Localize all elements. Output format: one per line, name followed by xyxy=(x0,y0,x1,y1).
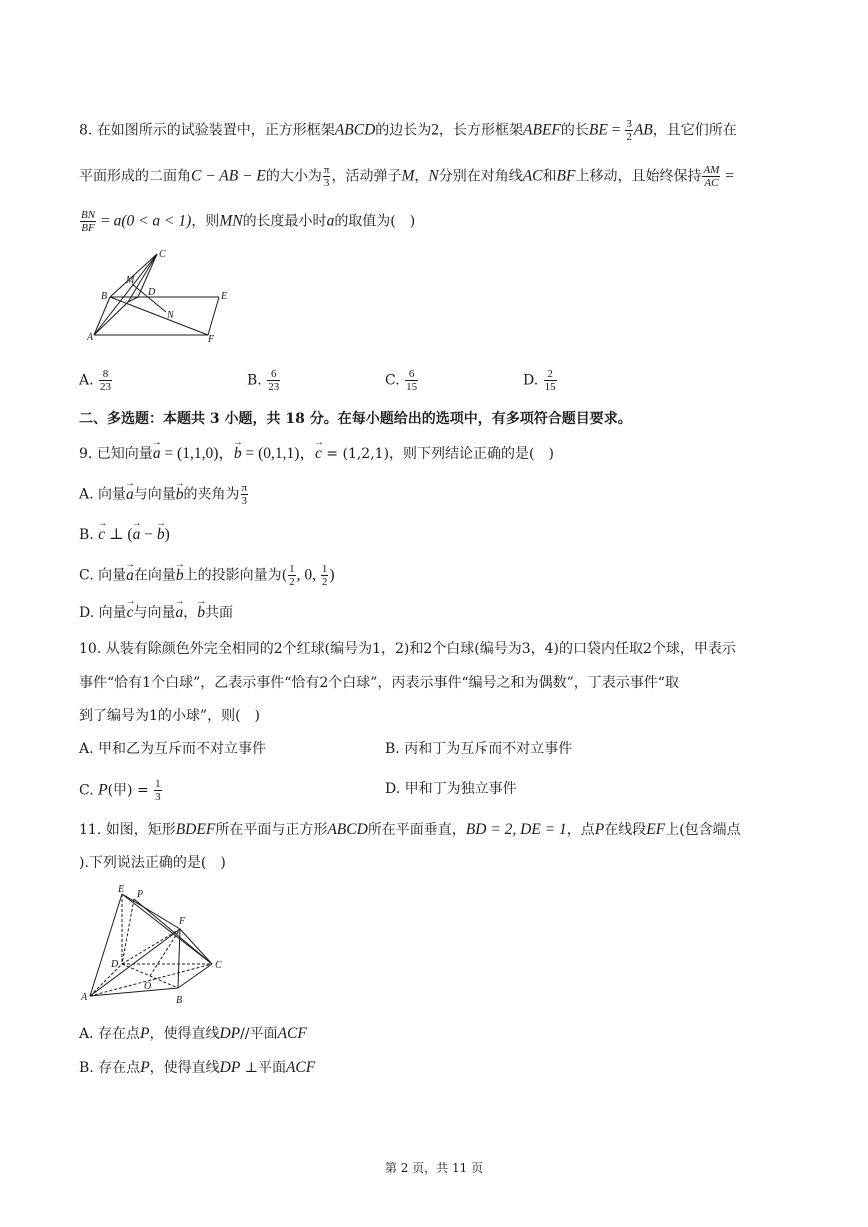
q8-line2: 平面形成的二面角C − AB − E的大小为 $\frac{\pi}{3}$ ，活动弹子M，N分别在对角线AC和BF上移动，且始终保持 $\frac{AM}{AC}$ = xyxy=(79,164,734,189)
q11-option-b: B. 存在点P，使得直线DP ⊥平面ACF xyxy=(79,1059,316,1076)
label-C: C xyxy=(215,960,222,971)
q8-option-a: A. $\frac{8}{23}$ xyxy=(79,368,112,393)
fraction: $\frac{8}{23}$ xyxy=(100,368,112,393)
fraction: $\frac{6}{23}$ xyxy=(268,368,280,393)
q8-option-d: D. $\frac{2}{15}$ xyxy=(523,368,556,393)
fraction: $\frac{AM}{AC}$ xyxy=(703,164,720,189)
q8-line3: $\frac{BN}{BF}$ = a(0 < a < 1)，则MN的长度最小时a的取值为( ) xyxy=(81,209,416,234)
q11-line2: ).下列说法正确的是( ) xyxy=(79,855,226,871)
label-A: A xyxy=(87,332,94,343)
label-B: B xyxy=(176,995,183,1006)
fraction: $\frac{\pi}{3}$ xyxy=(241,482,248,507)
q9-option-c: C. 向量→ a在向量→ b上的投影向量为( $\frac{1}{2}$ , 0, $\frac{1}{2}$ ) xyxy=(79,563,335,588)
fraction: $\frac{1}{2}$ xyxy=(321,563,328,588)
q9-option-d: D. 向量→ c与向量→ a，→ b共面 xyxy=(79,603,233,623)
label-O: O xyxy=(144,981,152,992)
label-F: F xyxy=(179,916,186,927)
fraction: $\frac{\pi}{3}$ xyxy=(323,164,330,189)
fraction: $\frac{6}{15}$ xyxy=(406,368,418,393)
label-F: F xyxy=(208,334,215,345)
q8-figure xyxy=(84,246,244,346)
fraction: $\frac{1}{2}$ xyxy=(289,563,295,588)
page-footer: 第 2 页，共 11 页 xyxy=(384,1161,484,1175)
label-D: D xyxy=(148,287,156,298)
label-C: C xyxy=(159,249,166,260)
q11-line1: 11. 如图，矩形BDEF所在平面与正方形ABCD所在平面垂直，BD = 2, DE = 1，点P在线段EF上(包含端点 xyxy=(79,821,741,838)
q10-option-a: A. 甲和乙为互斥而不对立事件 xyxy=(79,741,267,757)
fraction: $\frac{BN}{BF}$ xyxy=(81,209,96,234)
fraction: $\frac{3}{2}$ xyxy=(626,118,632,143)
label-B: B xyxy=(101,291,108,302)
q9-option-b: B. → c ⊥ (→ a − → b) xyxy=(79,525,170,545)
q9-option-a: A. 向量→ a与向量→ b的夹角为 $\frac{\pi}{3}$ xyxy=(79,482,249,507)
q10-line1: 10. 从装有除颜色外完全相同的2个红球(编号为1，2)和2个白球(编号为3，4)的口袋内任取2个球，甲表示 xyxy=(79,641,736,657)
label-E: E xyxy=(118,884,125,895)
q11-option-a: A. 存在点P，使得直线DP//平面ACF xyxy=(79,1025,307,1042)
q8-line1: 8. 在如图所示的试验装置中，正方形框架ABCD的边长为2，长方形框架ABEF的长BE = $\frac{3}{2}$ AB，且它们所在 xyxy=(79,118,737,143)
q10-option-d: D. 甲和丁为独立事件 xyxy=(385,781,517,797)
label-N: N xyxy=(167,310,174,321)
fraction: $\frac{2}{15}$ xyxy=(544,368,556,393)
label-P: P xyxy=(137,889,144,900)
label-E: E xyxy=(221,291,228,302)
fraction: $\frac{1}{3}$ xyxy=(155,778,161,803)
label-M: M xyxy=(126,275,135,286)
section-heading: 二、多选题：本题共 3 小题，共 18 分。在每小题给出的选项中，有多项符合题目要求。 xyxy=(79,411,632,427)
q9-stem: 9. 已知向量→ a = (1,1,0)，→ b = (0,1,1)，→ c = (1,2,1)，则下列结论正确的是( ) xyxy=(79,444,554,464)
q10-option-c: C. P(甲) = $\frac{1}{3}$ xyxy=(79,778,161,803)
label-A: A xyxy=(81,992,88,1003)
q8-option-c: C. $\frac{6}{15}$ xyxy=(385,368,418,393)
q10-line3: 到了编号为1的小球”，则( ) xyxy=(79,708,260,724)
q10-option-b: B. 丙和丁为互斥而不对立事件 xyxy=(385,741,573,757)
q10-line2: 事件“恰有1个白球”，乙表示事件“恰有2个白球”，丙表示事件“编号之和为偶数”，丁表示事件“取 xyxy=(79,675,679,691)
label-D: D xyxy=(111,959,119,970)
q8-option-b: B. $\frac{6}{23}$ xyxy=(247,368,280,393)
q11-figure xyxy=(78,882,228,1012)
